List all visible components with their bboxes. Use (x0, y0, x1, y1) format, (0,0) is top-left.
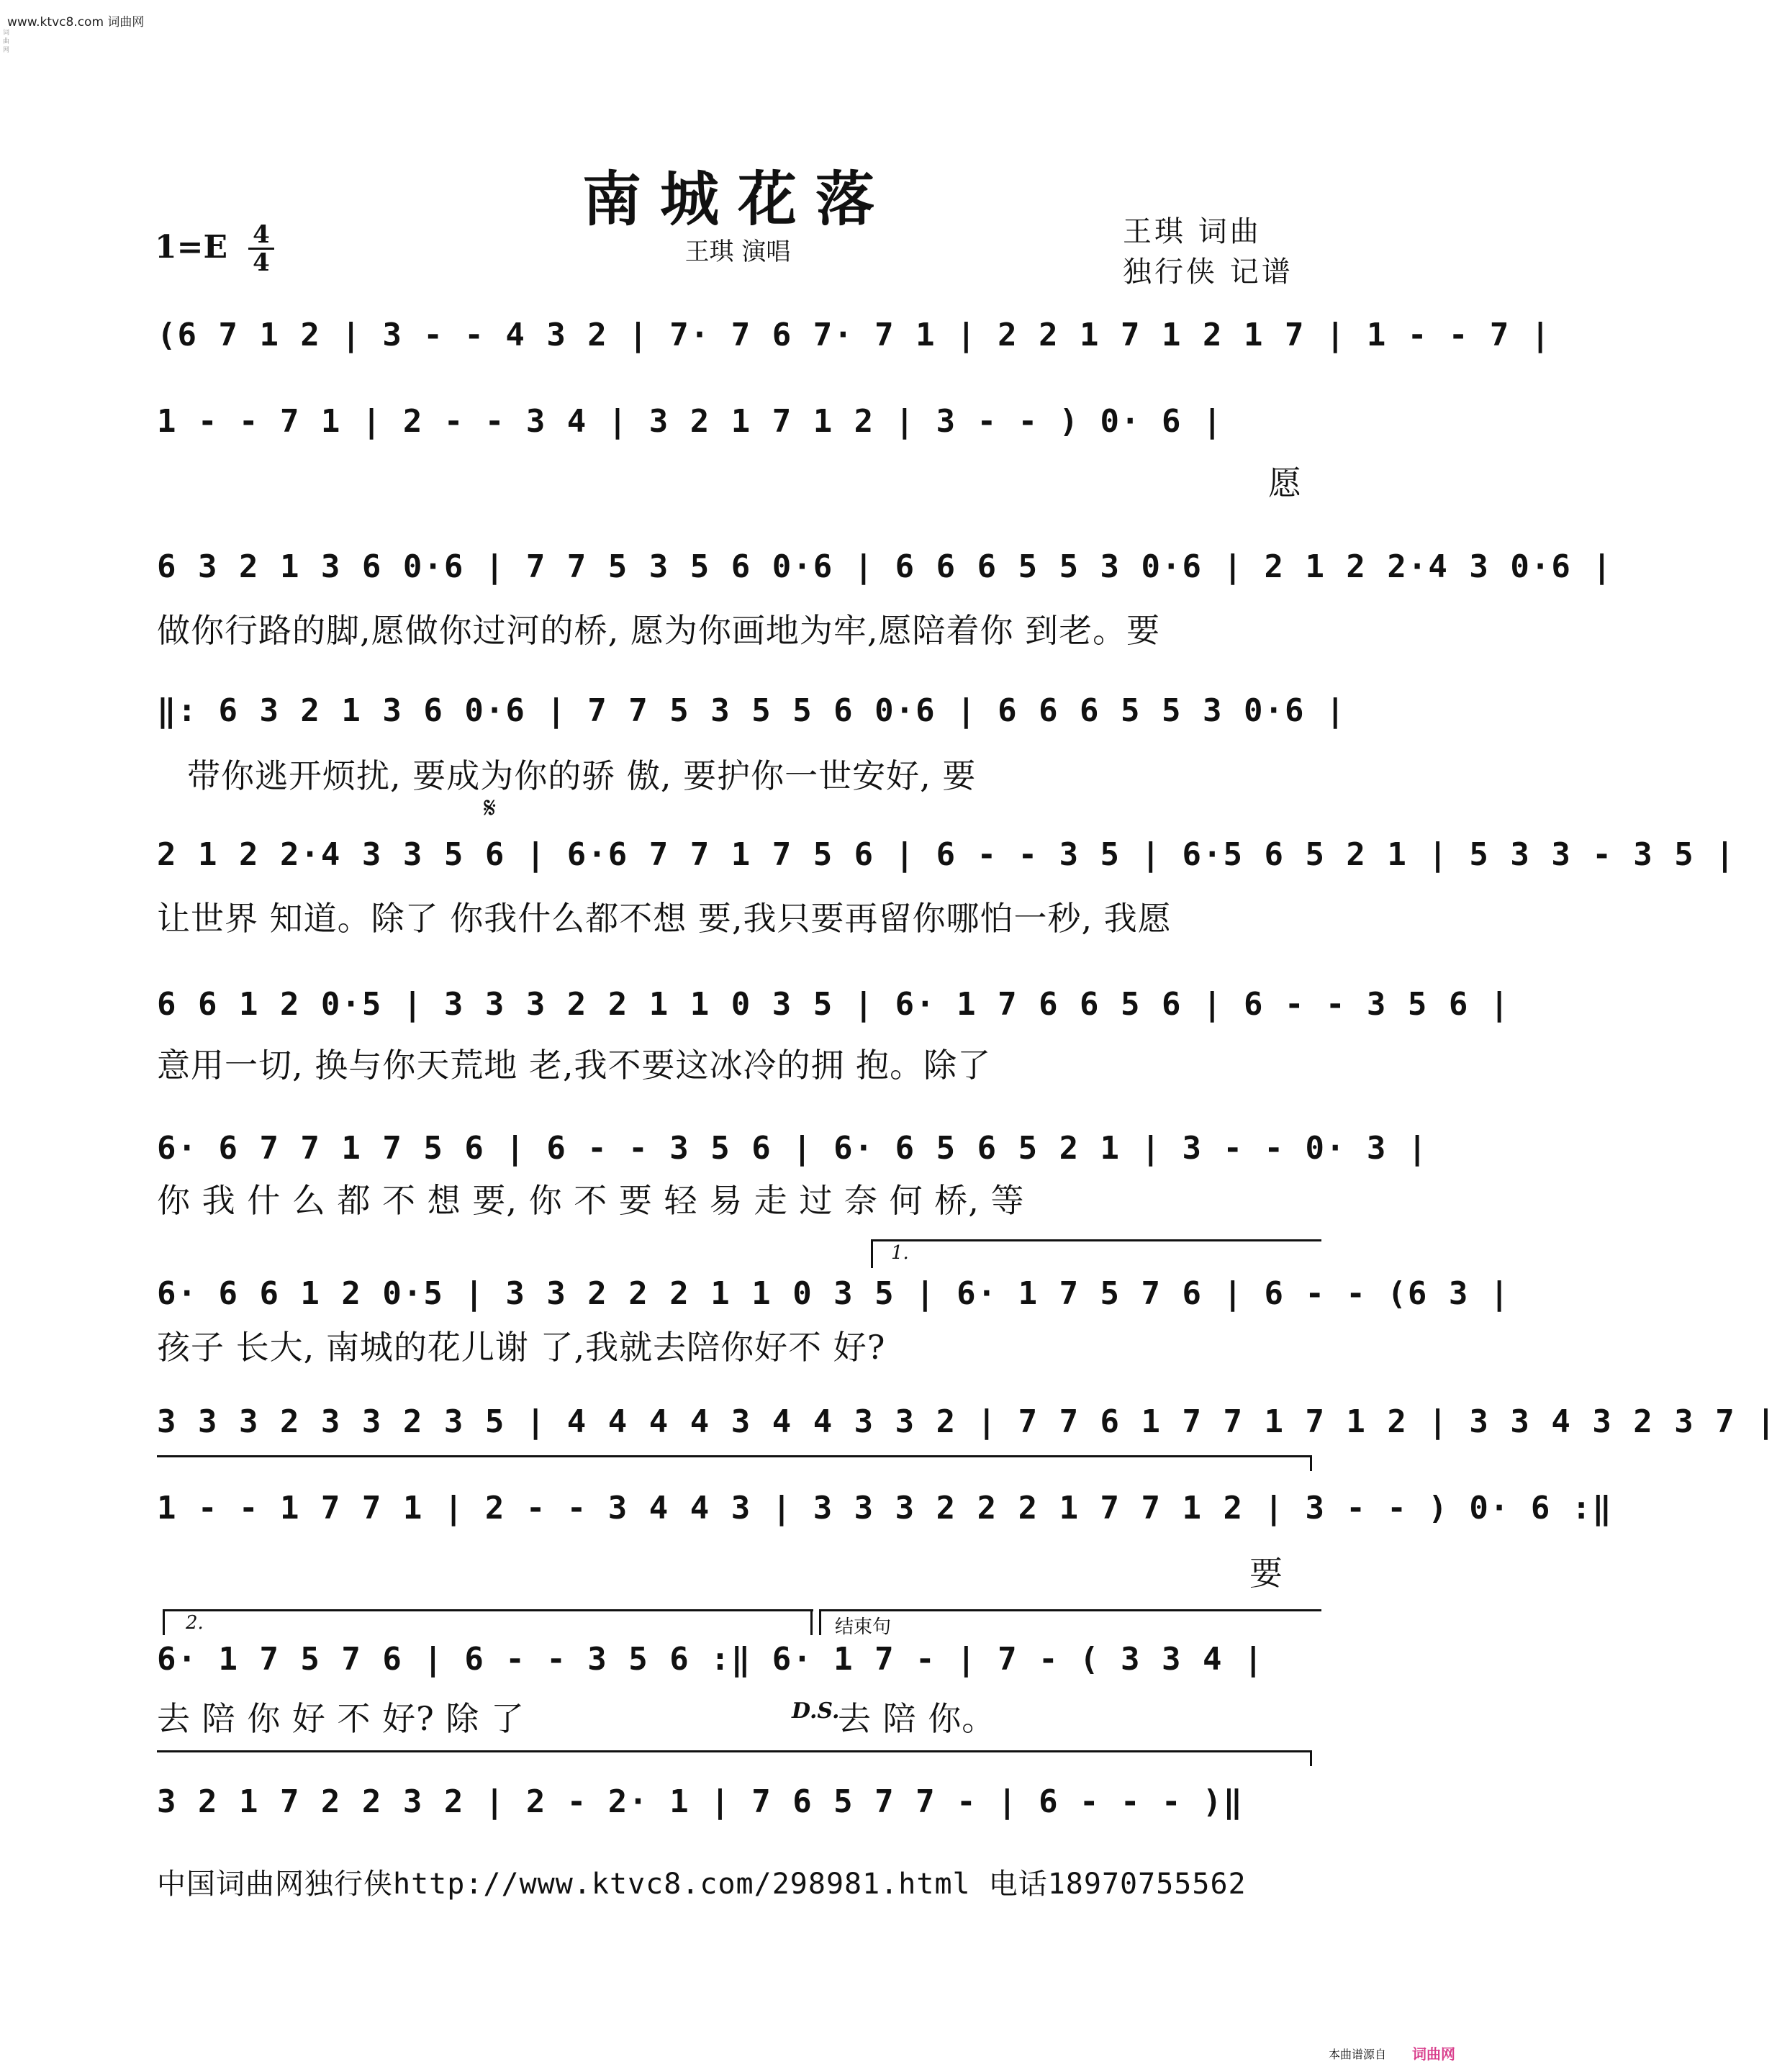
volta-2-right (810, 1609, 813, 1635)
volta-2-label: 2. (186, 1612, 204, 1634)
transcriber-credit: 独行侠 记谱 (1123, 255, 1293, 289)
ds-mark: D.S. (792, 1698, 840, 1724)
volta-1-line (871, 1239, 1321, 1241)
lyric-line: 孩子 长大, 南城的花儿谢 了,我就去陪你好不 好? (157, 1328, 886, 1367)
score-row: 3 3 3 2 3 3 2 3 5 | 4 4 4 4 3 4 4 3 3 2 | 7 7 6 1 7 7 1 7 1 2 | 3 3 4 3 2 3 7 | (157, 1403, 1777, 1440)
staff-rule (157, 1750, 1311, 1752)
score-row: 6 6 1 2 0·5 | 3 3 3 2 2 1 1 0 3 5 | 6· 1 7 6 6 5 6 | 6 - - 3 5 6 | (157, 986, 1511, 1023)
staff-rule (157, 1455, 1311, 1457)
lyric-line: 带你逃开烦扰, 要成为你的骄 傲, 要护你一世安好, 要 (187, 756, 977, 795)
song-title: 南城花落 (582, 165, 893, 234)
volta-1-left (871, 1239, 873, 1268)
lyric-line: 愿 (1268, 463, 1302, 502)
ending-left (819, 1609, 821, 1635)
score-row: (6 7 1 2 | 3 - - 4 3 2 | 7· 7 6 7· 7 1 | 2 2 1 7 1 2 1 7 | 1 - - 7 | (157, 317, 1552, 353)
time-sig-bottom: 4 (253, 248, 270, 277)
ending-line (819, 1609, 1321, 1611)
volta-1-label: 1. (891, 1242, 909, 1264)
ending-label: 结束句 (835, 1616, 892, 1638)
side-watermark: 词曲网 (3, 30, 10, 54)
time-signature (248, 222, 274, 276)
lyricist-credit: 王琪 词曲 (1123, 215, 1262, 248)
lyric-line: 你 我 什 么 都 不 想 要, 你 不 要 轻 易 走 过 奈 何 桥, 等 (157, 1181, 1025, 1220)
footer-source: 中国词曲网独行侠http://www.ktvc8.com/298981.html 电话18970755562 (157, 1868, 1247, 1901)
corner-logo: 词曲网 (1412, 2045, 1455, 2063)
lyric-line: 意用一切, 换与你天荒地 老,我不要这冰冷的拥 抱。除了 (157, 1046, 992, 1085)
score-row: 1 - - 7 1 | 2 - - 3 4 | 3 2 1 7 1 2 | 3 - - ) 0· 6 | (157, 403, 1224, 440)
volta-2-line (163, 1609, 813, 1611)
watermark-site: www.ktvc8.com 词曲网 (7, 15, 145, 30)
lyric-line: 做你行路的脚,愿做你过河的桥, 愿为你画地为牢,愿陪着你 到老。要 (157, 611, 1161, 650)
volta-2-left (163, 1609, 165, 1635)
segno-mark: 𝄋 (484, 792, 497, 825)
score-row: 6· 1 7 5 7 6 | 6 - - 3 5 6 :‖ 6· 1 7 - | 7 - ( 3 3 4 | (157, 1641, 1265, 1678)
score-row: 3 2 1 7 2 2 3 2 | 2 - 2· 1 | 7 6 5 7 7 - | 6 - - - )‖ (157, 1783, 1244, 1820)
score-row: 1 - - 1 7 7 1 | 2 - - 3 4 4 3 | 3 3 3 2 2 2 1 7 7 1 2 | 3 - - ) 0· 6 :‖ (157, 1490, 1613, 1526)
corner-note: 本曲谱源自 (1329, 2048, 1387, 2061)
lyric-line: 去 陪 你 好 不 好? 除 了 (157, 1699, 525, 1738)
score-row: ‖: 6 3 2 1 3 6 0·6 | 7 7 5 3 5 5 6 0·6 | 6 6 6 5 5 3 0·6 | (157, 692, 1347, 729)
score-row: 6 3 2 1 3 6 0·6 | 7 7 5 3 5 6 0·6 | 6 6 6 5 5 3 0·6 | 2 1 2 2·4 3 0·6 | (157, 548, 1613, 585)
key-signature: 1=E (155, 229, 228, 266)
lyric-line: 要 (1249, 1554, 1283, 1593)
score-row: 6· 6 7 7 1 7 5 6 | 6 - - 3 5 6 | 6· 6 5 6 5 2 1 | 3 - - 0· 3 | (157, 1130, 1429, 1167)
lyric-line: 去 陪 你。 (838, 1699, 996, 1738)
staff-rule-end (1310, 1455, 1312, 1471)
score-row: 6· 6 6 1 2 0·5 | 3 3 2 2 2 1 1 0 3 5 | 6· 1 7 5 7 6 | 6 - - (6 3 | (157, 1275, 1511, 1312)
singer-credit: 王琪 演唱 (684, 237, 791, 266)
lyric-line: 让世界 知道。除了 你我什么都不想 要,我只要再留你哪怕一秒, 我愿 (157, 899, 1172, 938)
time-sig-top: 4 (248, 222, 274, 250)
score-row: 2 1 2 2·4 3 3 5 6 | 6·6 7 7 1 7 5 6 | 6 - - 3 5 | 6·5 6 5 2 1 | 5 3 3 - 3 5 | (157, 836, 1736, 873)
staff-rule-end (1310, 1750, 1312, 1766)
